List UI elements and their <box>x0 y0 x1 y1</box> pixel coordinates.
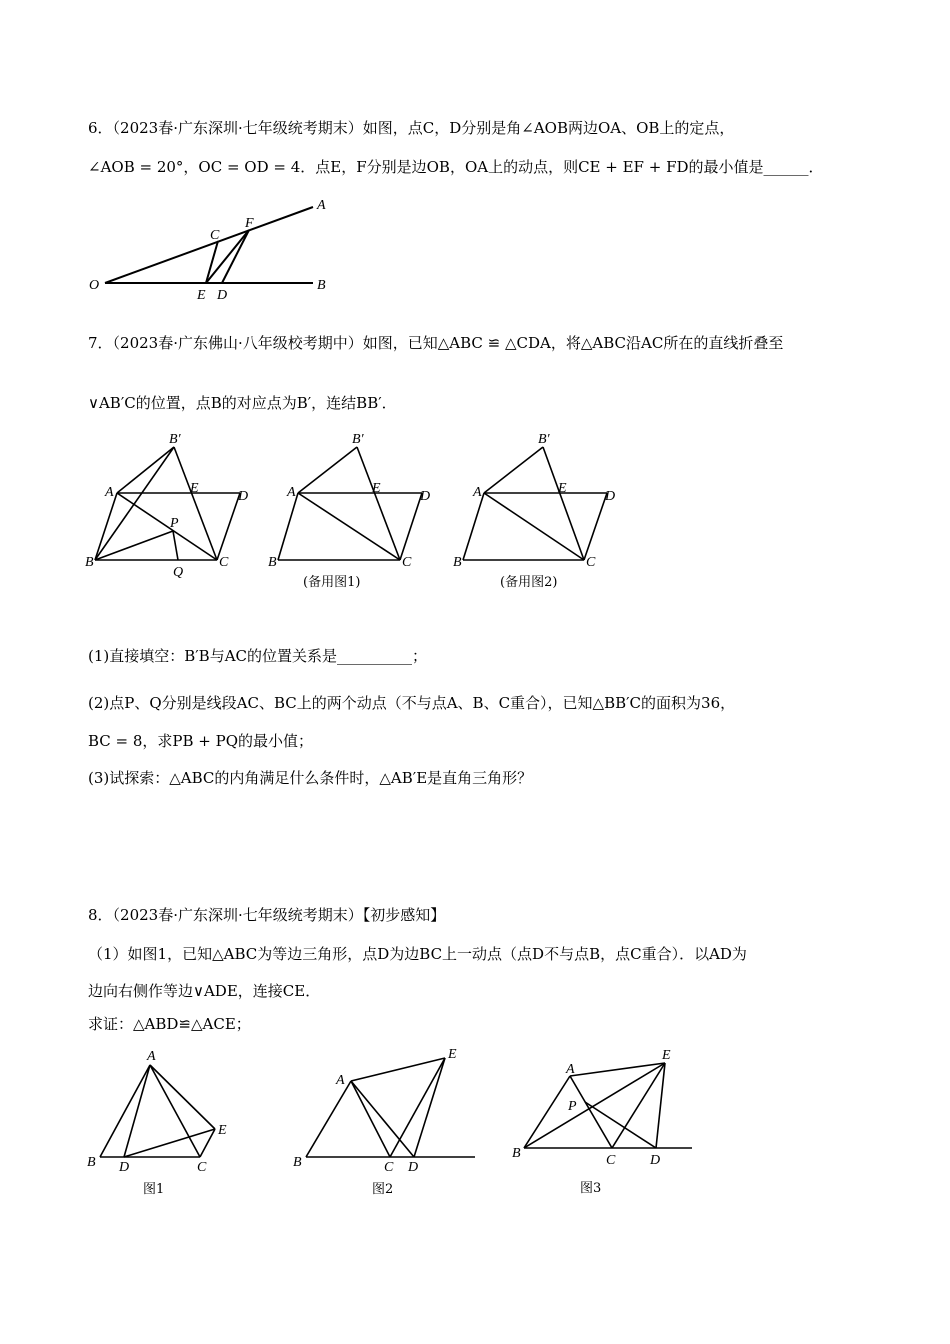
svg-text:C: C <box>197 1160 207 1175</box>
svg-text:D: D <box>119 1160 130 1175</box>
svg-text:A: A <box>287 485 296 500</box>
q6-label-D: D <box>217 288 228 303</box>
q8-line3: 边向右侧作等边∨ADE，连接CE． <box>88 982 321 1000</box>
svg-text:A: A <box>566 1062 575 1077</box>
q7-line1: 7．（2023春·广东佛山·八年级校考期中）如图，已知△ABC ≌ △CDA，将△ABC沿AC所在的直线折叠至 <box>88 334 784 352</box>
svg-text:B′: B′ <box>538 432 550 447</box>
q7-label-B: B <box>85 555 94 570</box>
svg-text:A: A <box>336 1073 345 1088</box>
svg-text:P: P <box>568 1099 577 1114</box>
q8-caption-3: 图3 <box>580 1181 602 1196</box>
svg-text:D: D <box>605 489 616 504</box>
q7-caption-2: (备用图2) <box>500 575 558 590</box>
q7-label-Q: Q <box>173 565 184 580</box>
q7-part2b: BC = 8，求PB + PQ的最小值； <box>88 732 314 750</box>
q6-label-F: F <box>245 216 254 231</box>
svg-text:B: B <box>293 1155 302 1170</box>
q8-line1: 8．（2023春·广东深圳·七年级统考期末）【初步感知】 <box>88 906 446 924</box>
svg-text:C: C <box>606 1153 616 1168</box>
svg-text:B: B <box>512 1146 521 1161</box>
svg-text:D: D <box>650 1153 661 1168</box>
svg-text:E: E <box>448 1047 457 1062</box>
svg-text:B′: B′ <box>352 432 364 447</box>
svg-text:C: C <box>384 1160 394 1175</box>
q7-part2a: (2)点P、Q分别是线段AC、BC上的两个动点（不与点A、B、C重合），已知△BB′C的面积为36， <box>88 694 736 712</box>
q7-label-A: A <box>105 485 114 500</box>
svg-text:C: C <box>402 555 412 570</box>
svg-text:D: D <box>420 489 431 504</box>
svg-text:B: B <box>453 555 462 570</box>
q6-label-C: C <box>210 228 220 243</box>
q7-figure-backup1 <box>265 430 445 595</box>
svg-text:A: A <box>473 485 482 500</box>
q7-line2: ∨AB′C的位置，点B的对应点为B′，连结BB′． <box>88 394 397 412</box>
svg-text:E: E <box>662 1048 671 1063</box>
svg-text:B: B <box>87 1155 96 1170</box>
svg-text:E: E <box>218 1123 227 1138</box>
q6-line1: 6．（2023春·广东深圳·七年级统考期末）如图，点C，D分别是角∠AOB两边OA、OB上的定点， <box>88 119 735 137</box>
q7-label-P: P <box>170 516 179 531</box>
q6-figure <box>85 193 345 303</box>
svg-text:E: E <box>372 481 381 496</box>
q8-line2: （1）如图1，已知△ABC为等边三角形，点D为边BC上一动点（点D不与点B，点C重合）．以AD为 <box>88 945 747 963</box>
q7-label-D: D <box>238 489 249 504</box>
q8-figure-2 <box>290 1045 485 1205</box>
svg-text:B: B <box>268 555 277 570</box>
q8-figure-1 <box>85 1045 245 1205</box>
svg-text:C: C <box>586 555 596 570</box>
q7-caption-1: (备用图1) <box>303 575 361 590</box>
q6-label-B: B <box>317 278 326 293</box>
q8-figure-3 <box>510 1040 705 1200</box>
q6-label-O: O <box>89 278 100 293</box>
q7-label-E: E <box>190 481 199 496</box>
q7-figure-main <box>85 430 265 580</box>
svg-text:A: A <box>147 1049 156 1064</box>
q7-part3: (3)试探索：△ABC的内角满足什么条件时，△AB′E是直角三角形？ <box>88 769 533 787</box>
svg-text:D: D <box>408 1160 419 1175</box>
q7-label-Bp: B′ <box>169 432 181 447</box>
q6-line2: ∠AOB = 20°，OC = OD = 4．点E，F分别是边OB，OA上的动点，则CE + EF + FD的最小值是______． <box>88 158 824 176</box>
q6-label-A: A <box>317 198 326 213</box>
q6-label-E: E <box>197 288 206 303</box>
q7-part1: (1)直接填空：B′B与AC的位置关系是__________； <box>88 647 428 665</box>
q7-label-C: C <box>219 555 229 570</box>
q7-figure-backup2 <box>450 430 630 595</box>
q8-caption-1: 图1 <box>143 1182 165 1197</box>
q8-line4: 求证：△ABD≌△ACE； <box>88 1015 251 1033</box>
q8-caption-2: 图2 <box>372 1182 394 1197</box>
svg-text:E: E <box>558 481 567 496</box>
